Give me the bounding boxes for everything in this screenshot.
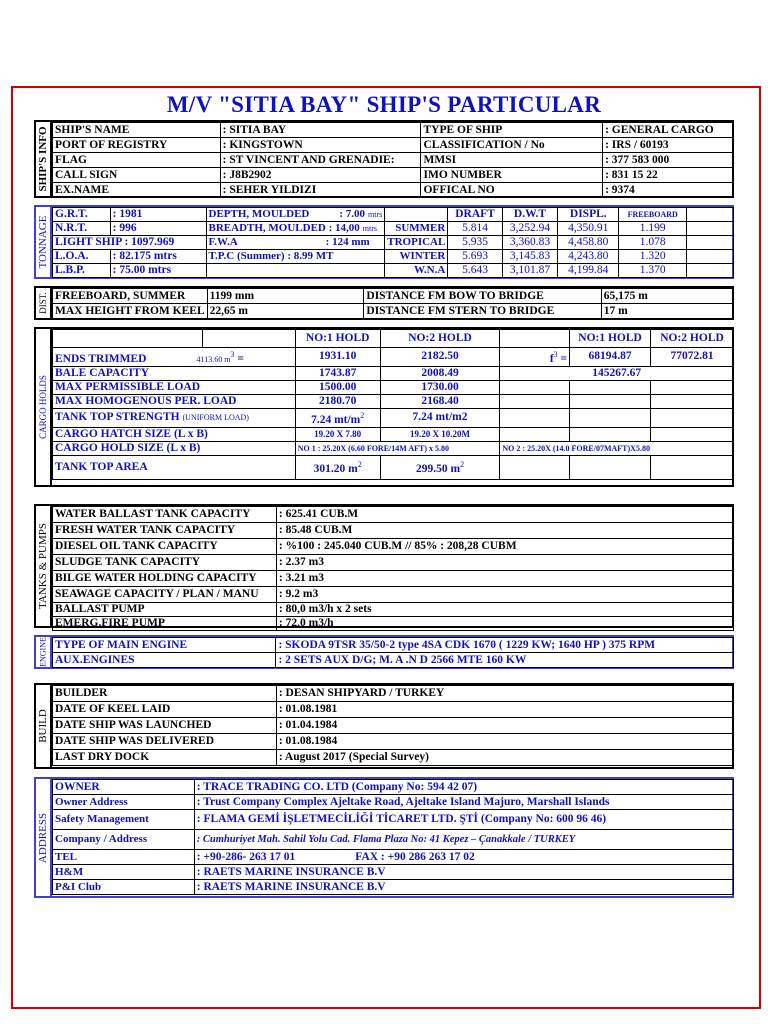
table-row — [53, 138, 734, 153]
tonnage-label: G.R.T. — [53, 208, 111, 222]
tank-value: : 72,0 m3/h — [276, 617, 733, 631]
tank-value: : 80,0 m3/h x 2 sets — [276, 603, 733, 617]
build-section — [34, 683, 734, 769]
mid-label: BREADTH, MOULDED : 14,00 — [208, 222, 360, 234]
ships-info-section — [34, 120, 734, 198]
hold-2-value: 1730.00 — [380, 380, 500, 394]
info-label: PORT OF REGISTRY — [53, 138, 221, 153]
dist-label-2: DISTANCE FM STERN TO BRIDGE — [364, 304, 601, 319]
address-label: Company / Address — [53, 830, 195, 850]
cargo-blank — [651, 408, 734, 427]
hold-1-header-b: NO:1 HOLD — [570, 330, 651, 348]
tonnage-value: : 1981 — [110, 208, 206, 222]
mid-label: DEPTH, MOULDED — [208, 208, 310, 220]
info-label-2: OFFICAL NO — [421, 183, 603, 198]
table-row — [53, 455, 734, 479]
table-row — [53, 348, 734, 367]
tank-label: EMERG.FIRE PUMP — [53, 617, 277, 631]
address-value: : RAETS MARINE INSURANCE B.V — [194, 865, 733, 880]
table-row — [53, 264, 734, 278]
draft-value: 5.814 — [448, 222, 502, 236]
hold-1-value: 1743.87 — [295, 366, 380, 380]
cargo-blank — [500, 427, 570, 441]
mid-value: : 7.00 — [339, 208, 366, 220]
dist-value: 22,65 m — [207, 304, 364, 319]
engine-table — [52, 637, 734, 668]
cargo-blank — [570, 408, 651, 427]
hold-2-value: 2182.50 — [380, 348, 500, 367]
tonnage-mid — [206, 264, 385, 278]
cargo-blank — [500, 394, 570, 408]
tonnage-table — [52, 207, 734, 278]
hold-1-header: NO:1 HOLD — [295, 330, 380, 348]
table-row — [53, 617, 734, 631]
info-value-2: : GENERAL CARGO — [603, 123, 734, 138]
freeboard-value: 1.320 — [619, 250, 687, 264]
cargo-blank — [53, 330, 203, 348]
cargo-f: $f^3$ = — [500, 348, 570, 367]
cargo-label: CARGO HATCH SIZE (L x B) — [53, 427, 296, 441]
table-row — [53, 638, 734, 653]
address-value: : RAETS MARINE INSURANCE B.V — [194, 880, 733, 895]
build-label: BUILDER — [53, 686, 277, 702]
address-label: Owner Address — [53, 795, 195, 810]
tonnage-empty — [686, 208, 733, 222]
tanks-table — [52, 506, 734, 631]
build-value: : 01.08.1984 — [276, 734, 733, 750]
table-row — [53, 236, 734, 250]
tank-label: FRESH WATER TANK CAPACITY — [53, 523, 277, 539]
displ-value: 4,458.80 — [558, 236, 619, 250]
table-row — [53, 850, 734, 865]
cargo-label: MAX HOMOGENOUS PER. LOAD — [53, 394, 296, 408]
displ-value: 4,350.91 — [558, 222, 619, 236]
address-label: OWNER — [53, 780, 195, 795]
displ-value: 4,199.84 — [558, 264, 619, 278]
info-value-2: : 831 15 22 — [603, 168, 734, 183]
hold-1-text: 7.24 mt/m — [311, 413, 361, 426]
hold-2-value: 2168.40 — [380, 394, 500, 408]
tonnage-value: : 996 — [110, 222, 206, 236]
hold-1-value: 1931.10 — [295, 348, 380, 367]
tonnage-section — [34, 205, 734, 279]
tonnage-value: : 82.175 mtrs — [110, 250, 206, 264]
mid-unit: mtrs — [362, 224, 378, 233]
section-label: SHIP'S INFO — [34, 120, 52, 198]
fax-value: FAX : +90 286 263 17 02 — [355, 850, 475, 863]
table-row — [53, 587, 734, 603]
cargo-label — [53, 408, 296, 427]
engine-label: TYPE OF MAIN ENGINE — [53, 638, 276, 653]
mid-unit: mtrs — [368, 210, 383, 219]
table-row — [53, 208, 734, 222]
table-row — [53, 366, 734, 380]
build-value: : August 2017 (Special Survey) — [276, 750, 733, 766]
header-freeboard: FREEBOARD — [619, 208, 687, 222]
displ-value: 4,243.80 — [558, 250, 619, 264]
hold-1-value: 301.20 $m^2$ — [295, 455, 380, 479]
freeboard-value: 1.199 — [619, 222, 687, 236]
cargo-label: BALE CAPACITY — [53, 366, 296, 380]
engine-section — [34, 635, 734, 669]
cargo-blank — [651, 455, 734, 479]
engine-value: : SKODA 9TSR 35/50-2 type 4SA CDK 1670 ( 1229 KW; 1640 HP ) 375 RPM — [276, 638, 734, 653]
table-row — [53, 865, 734, 880]
section-label: DIST. — [34, 286, 52, 320]
mid-value: : 124 mm — [325, 236, 370, 248]
build-value: : DESAN SHIPYARD / TURKEY — [276, 686, 733, 702]
info-value-2: : IRS / 60193 — [603, 138, 734, 153]
cargo-table — [52, 329, 734, 480]
header-displ: DISPL. — [558, 208, 619, 222]
table-row — [53, 250, 734, 264]
tonnage-empty — [686, 222, 733, 236]
info-label: EX.NAME — [53, 183, 221, 198]
tank-label: BILGE WATER HOLDING CAPACITY — [53, 571, 277, 587]
tonnage-label: L.B.P. — [53, 264, 111, 278]
tel-value: : +90-286- 263 17 01 — [196, 850, 296, 863]
info-label-2: IMO NUMBER — [421, 168, 603, 183]
load-line-name: W.N.A — [385, 264, 448, 278]
tonnage-label: N.R.T. — [53, 222, 111, 236]
address-value: : Cumhuriyet Mah. Sahil Yolu Cad. Flama Plaza No: 41 Kepez – Çanakkale / TURKEY — [194, 830, 733, 850]
table-row — [53, 427, 734, 441]
table-row — [53, 507, 734, 523]
hold-1-size: NO 1 : 25.20X (6.60 FORE/14M AFT) x 5.80 — [295, 441, 500, 455]
hold-2-text: 299.50 m — [415, 463, 461, 476]
table-row — [53, 394, 734, 408]
table-row — [53, 702, 734, 718]
table-row — [53, 555, 734, 571]
build-label: LAST DRY DOCK — [53, 750, 277, 766]
info-value: : SEHER YILDIZI — [220, 183, 421, 198]
tonnage-header-blank — [385, 208, 448, 222]
cargo-blank — [651, 427, 734, 441]
tonnage-mid — [206, 208, 385, 222]
tank-label: SLUDGE TANK CAPACITY — [53, 555, 277, 571]
table-row — [53, 330, 734, 348]
info-label: CALL SIGN — [53, 168, 221, 183]
table-row — [53, 408, 734, 427]
freeboard-value: 1.078 — [619, 236, 687, 250]
tonnage-mid — [206, 222, 385, 236]
build-label: DATE OF KEEL LAID — [53, 702, 277, 718]
tank-value: : 3.21 m3 — [276, 571, 733, 587]
tank-label: DIESEL OIL TANK CAPACITY — [53, 539, 277, 555]
section-label: TANKS & PUMPS — [34, 504, 52, 628]
dwt-value: 3,360.83 — [502, 236, 557, 250]
tonnage-mid — [206, 236, 385, 250]
dwt-value: 3,145.83 — [502, 250, 557, 264]
table-row — [53, 380, 734, 394]
hold-1-text: 301.20 m — [313, 463, 358, 476]
hold-2-header-b: NO:2 HOLD — [651, 330, 734, 348]
hold-1-value-b: 68194.87 — [570, 348, 651, 367]
table-row — [53, 289, 734, 304]
cargo-label-text: ENDS TRIMMED — [55, 352, 147, 365]
dist-label-2: DISTANCE FM BOW TO BRIDGE — [364, 289, 601, 304]
freeboard-value: 1.370 — [619, 264, 687, 278]
hold-2-value: 299.50 $m^2$ — [380, 455, 500, 479]
table-row — [53, 222, 734, 236]
hold-1-value: 2180.70 — [295, 394, 380, 408]
distance-section — [34, 286, 734, 320]
cargo-blank — [500, 455, 570, 479]
address-value: : FLAMA GEMİ İŞLETMECİLİĞİ TİCARET LTD. ŞTİ (Company No: 600 96 46) — [194, 810, 733, 830]
cargo-note: 4113.60 m — [196, 354, 231, 364]
cargo-label: CARGO HOLD SIZE (L x B) — [53, 441, 296, 455]
address-label: P&I Club — [53, 880, 195, 895]
cargo-blank — [570, 394, 651, 408]
dist-label: FREEBOARD, SUMMER — [53, 289, 208, 304]
bale-total: 145267.67 — [500, 366, 734, 380]
tonnage-mid — [206, 250, 385, 264]
ships-info-table — [52, 122, 734, 198]
address-label: Safety Management — [53, 810, 195, 830]
mid-label: F.W.A — [208, 236, 238, 248]
build-value: : 01.04.1984 — [276, 718, 733, 734]
engine-label: AUX.ENGINES — [53, 653, 276, 668]
info-label: SHIP'S NAME — [53, 123, 221, 138]
table-row — [53, 686, 734, 702]
cargo-blank — [570, 455, 651, 479]
hold-2-value: 7.24 mt/m2 — [380, 408, 500, 427]
dist-value-2: 17 m — [601, 304, 733, 319]
tank-value: : 2.37 m3 — [276, 555, 733, 571]
dwt-value: 3,252.94 — [502, 222, 557, 236]
tank-label: WATER BALLAST TANK CAPACITY — [53, 507, 277, 523]
tonnage-value: : 75.00 mtrs — [110, 264, 206, 278]
table-row — [53, 653, 734, 668]
cargo-blank — [570, 380, 651, 394]
header-draft: DRAFT — [448, 208, 502, 222]
cargo-blank — [651, 394, 734, 408]
table-row — [53, 718, 734, 734]
dist-value: 1199 mm — [207, 289, 364, 304]
info-value-2: : 377 583 000 — [603, 153, 734, 168]
build-value: : 01.08.1981 — [276, 702, 733, 718]
address-label: H&M — [53, 865, 195, 880]
cargo-blank — [500, 408, 570, 427]
info-value: : SITIA BAY — [220, 123, 421, 138]
table-row — [53, 795, 734, 810]
table-row — [53, 880, 734, 895]
load-line-name: TROPICAL — [385, 236, 448, 250]
hold-2-header: NO:2 HOLD — [380, 330, 500, 348]
build-label: DATE SHIP WAS LAUNCHED — [53, 718, 277, 734]
hold-2-value: 19.20 X 10.20M — [380, 427, 500, 441]
address-table — [52, 779, 734, 895]
table-row — [53, 123, 734, 138]
table-row — [53, 441, 734, 455]
cargo-note: (UNIFORM LOAD) — [182, 413, 249, 423]
cargo-blank — [651, 380, 734, 394]
cargo-label: ENDS TRIMMED 4113.60 $m^3$ = — [53, 348, 296, 367]
cargo-holds-section — [34, 327, 734, 487]
info-value-2: : 9374 — [603, 183, 734, 198]
section-label: CARGO HOLDS — [34, 327, 52, 487]
draft-value: 5.693 — [448, 250, 502, 264]
distance-table — [52, 288, 734, 319]
cargo-blank — [202, 330, 295, 348]
table-row — [53, 523, 734, 539]
address-section — [34, 777, 734, 898]
section-label: ADDRESS — [34, 777, 52, 898]
cargo-label: TANK TOP AREA — [53, 455, 296, 479]
cargo-blank — [570, 427, 651, 441]
info-value: : ST VINCENT AND GRENADIE: — [220, 153, 421, 168]
address-label: TEL — [53, 850, 195, 865]
hold-2-value: 2008.49 — [380, 366, 500, 380]
table-row — [53, 571, 734, 587]
section-label: BUILD — [34, 683, 52, 769]
dist-label: MAX HEIGHT FROM KEEL — [53, 304, 208, 319]
tank-label: BALLAST PUMP — [53, 603, 277, 617]
hold-1-value: 1500.00 — [295, 380, 380, 394]
tonnage-label: L.O.A. — [53, 250, 111, 264]
address-value: : Trust Company Complex Ajeltake Road, Ajeltake Island Majuro, Marshall Islands — [194, 795, 733, 810]
tank-value: : %100 : 245.040 CUB.M // 85% : 208,28 CUBM — [276, 539, 733, 555]
table-row — [53, 734, 734, 750]
table-row — [53, 183, 734, 198]
hold-2-value-b: 77072.81 — [651, 348, 734, 367]
header-dwt: D.W.T — [502, 208, 557, 222]
tonnage-empty — [686, 264, 733, 278]
f-label: f — [549, 352, 554, 365]
cargo-label: MAX PERMISSIBLE LOAD — [53, 380, 296, 394]
engine-value: : 2 SETS AUX D/G; M. A .N D 2566 MTE 160 KW — [276, 653, 734, 668]
table-row — [53, 830, 734, 850]
info-label-2: TYPE OF SHIP — [421, 123, 603, 138]
table-row — [53, 603, 734, 617]
tonnage-empty — [686, 236, 733, 250]
hold-1-value: 19.20 X 7.80 — [295, 427, 380, 441]
dwt-value: 3,101.87 — [502, 264, 557, 278]
tanks-pumps-section — [34, 504, 734, 628]
table-row — [53, 750, 734, 766]
tank-value: : 9.2 m3 — [276, 587, 733, 603]
cargo-blank — [500, 330, 570, 348]
address-value: : TRACE TRADING CO. LTD (Company No: 594 42 07) — [194, 780, 733, 795]
table-row — [53, 780, 734, 795]
info-label-2: CLASSIFICATION / No — [421, 138, 603, 153]
info-label-2: MMSI — [421, 153, 603, 168]
page-title: M/V "SITIA BAY" SHIP'S PARTICULAR — [166, 92, 602, 117]
tank-value: : 625.41 CUB.M — [276, 507, 733, 523]
mid-label: T.P.C (Summer) : 8.99 MT — [208, 250, 334, 262]
cargo-label-text: TANK TOP STRENGTH — [55, 411, 180, 424]
load-line-name: SUMMER — [385, 222, 448, 236]
section-label: ENGINE — [34, 635, 52, 669]
hold-2-size: NO 2 : 25.20X (14.0 FORE/07MAFT)X5.80 — [500, 441, 734, 455]
draft-value: 5.643 — [448, 264, 502, 278]
table-row — [53, 539, 734, 555]
draft-value: 5.935 — [448, 236, 502, 250]
info-label: FLAG — [53, 153, 221, 168]
tank-value: : 85.48 CUB.M — [276, 523, 733, 539]
build-table — [52, 685, 734, 766]
section-label: TONNAGE — [34, 205, 52, 279]
table-row — [53, 304, 734, 319]
table-row — [53, 810, 734, 830]
table-row — [53, 168, 734, 183]
hold-1-value: 7.24 $mt/m^2$ — [295, 408, 380, 427]
tank-label: SEAWAGE CAPACITY / PLAN / MANU — [53, 587, 277, 603]
dist-value-2: 65,175 m — [601, 289, 733, 304]
table-row — [53, 153, 734, 168]
load-line-name: WINTER — [385, 250, 448, 264]
info-value: : J8B2902 — [220, 168, 421, 183]
address-value — [194, 850, 733, 865]
info-value: : KINGSTOWN — [220, 138, 421, 153]
cargo-blank — [500, 380, 570, 394]
tonnage-label: LIGHT SHIP : 1097.969 — [53, 236, 207, 250]
build-label: DATE SHIP WAS DELIVERED — [53, 734, 277, 750]
tonnage-empty — [686, 250, 733, 264]
